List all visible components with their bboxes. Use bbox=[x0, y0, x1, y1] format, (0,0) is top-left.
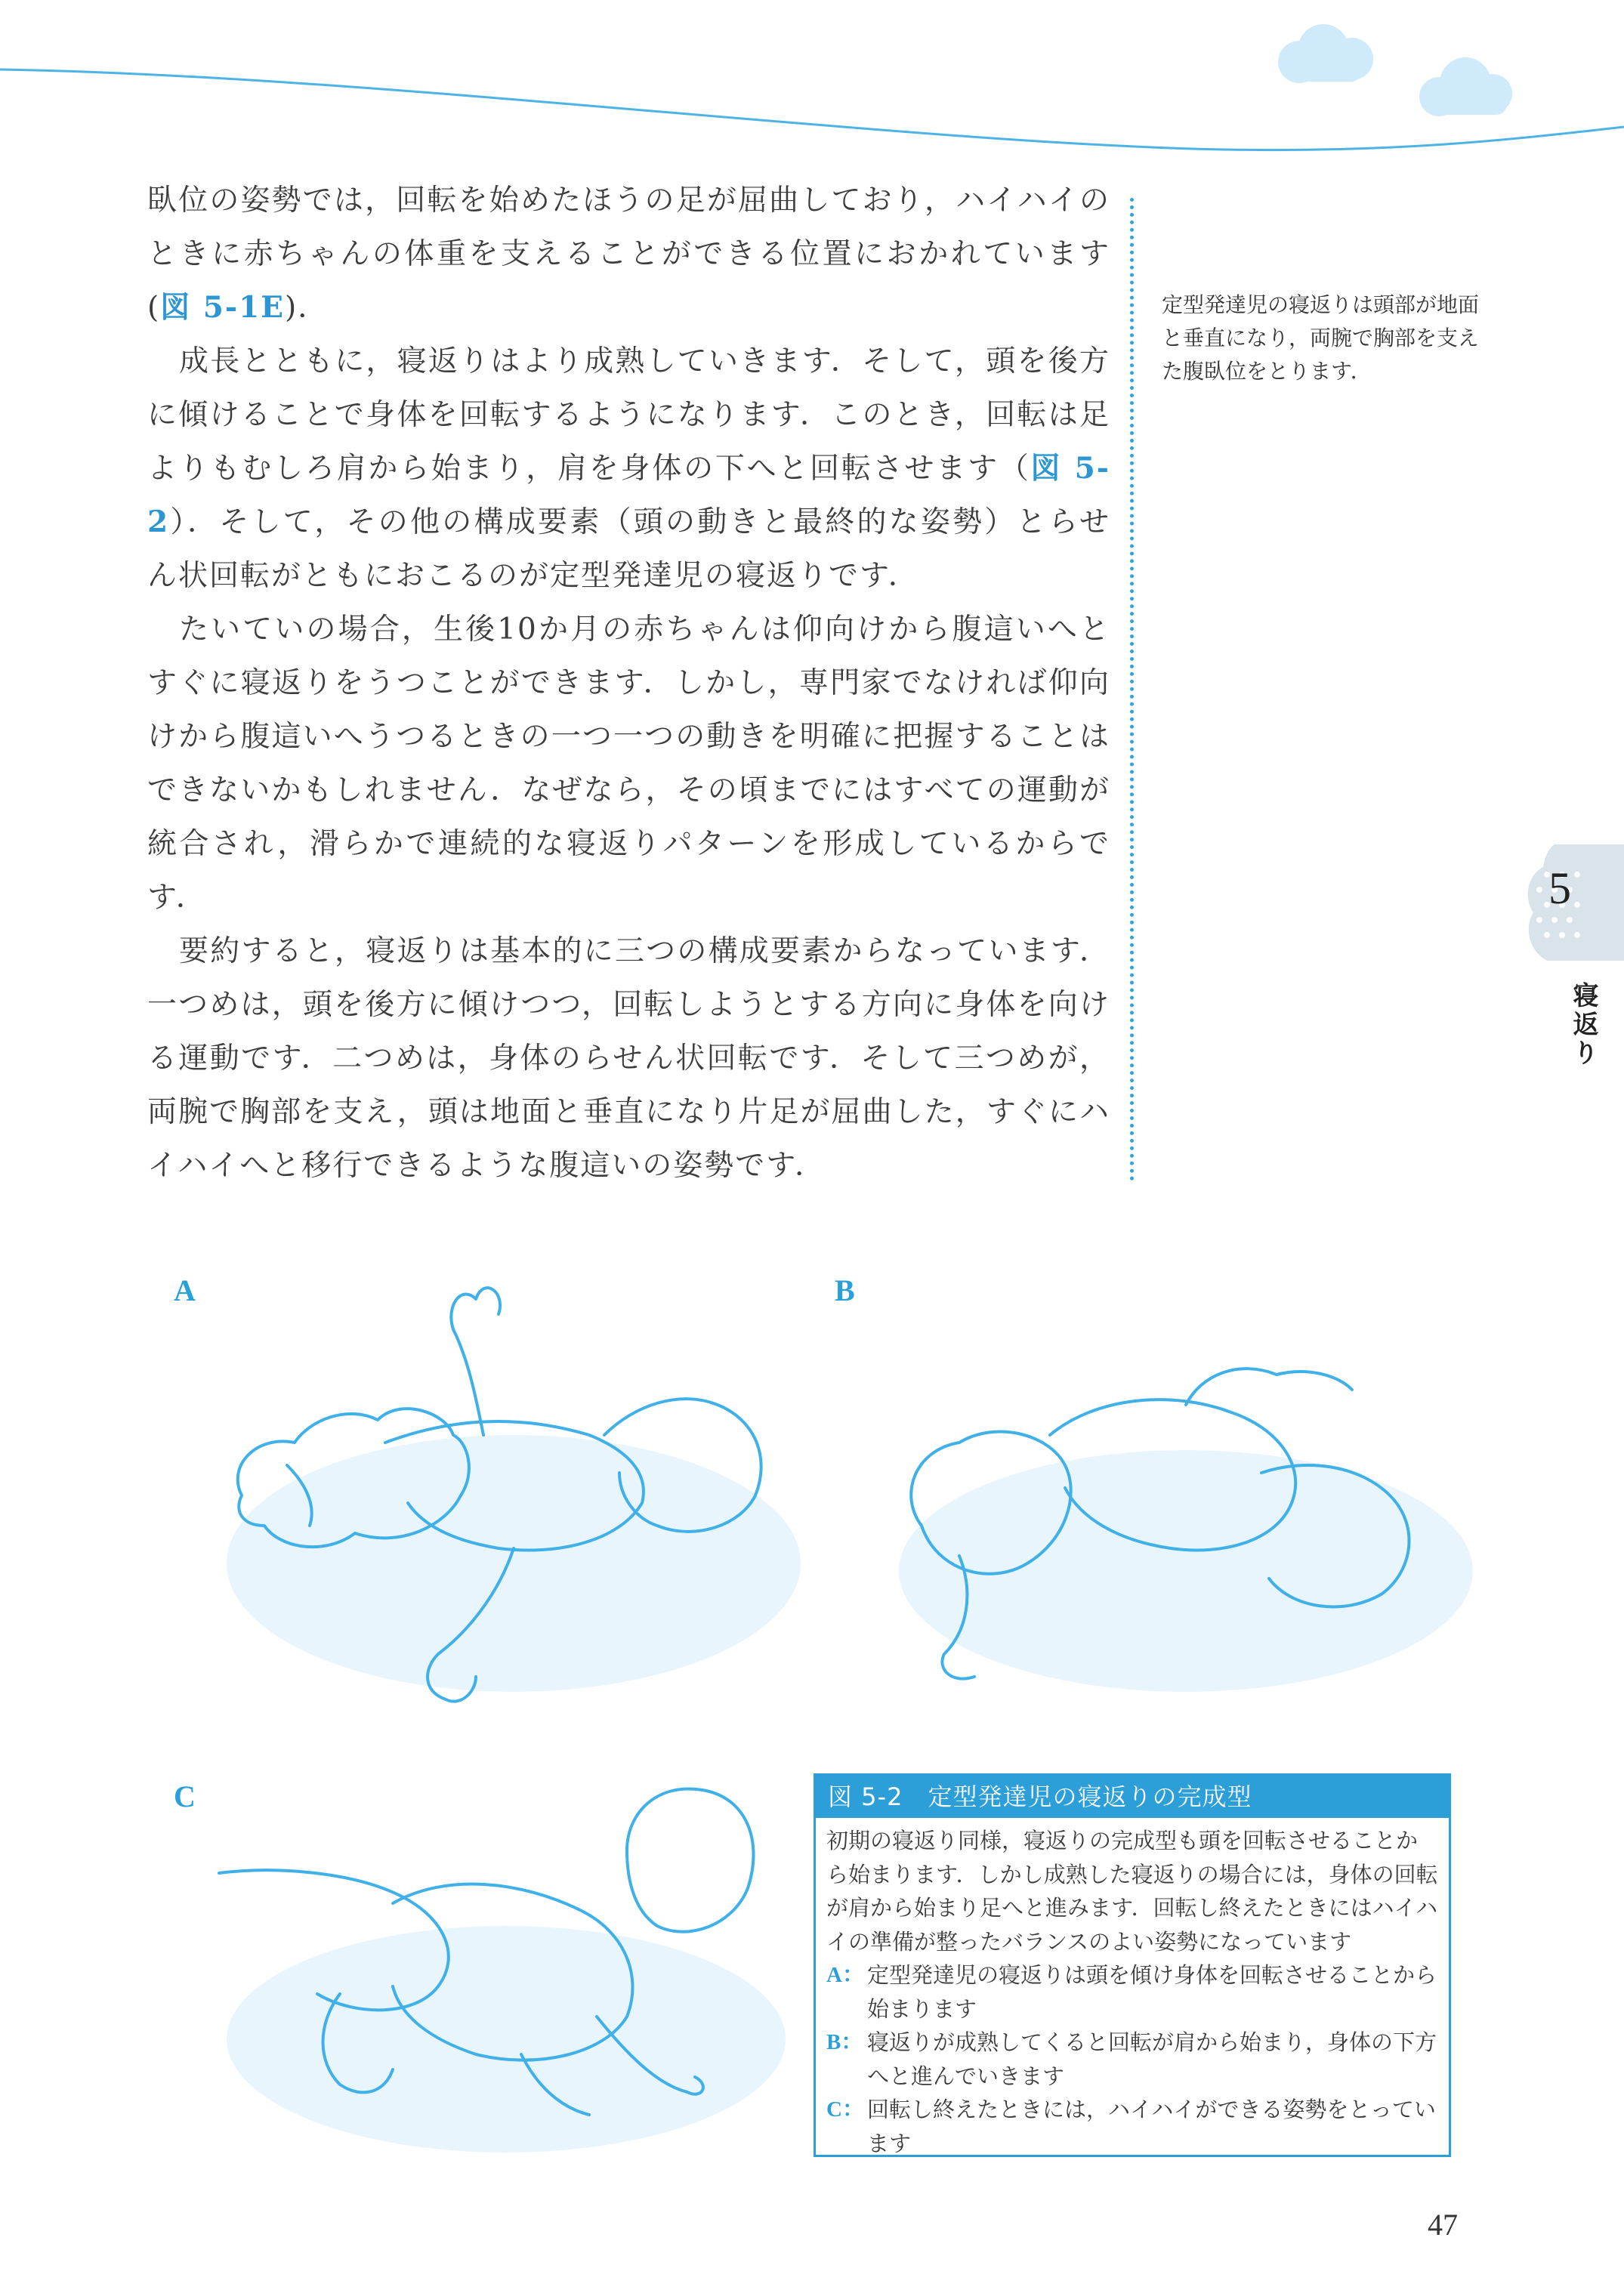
caption-item-text: 定型発達児の寝返りは頭を傾け身体を回転させることから始まります bbox=[867, 1962, 1437, 2022]
caption-item-text: 寝返りが成熟してくると回転が肩から始まり，身体の下方へと進んでいきます bbox=[867, 2029, 1437, 2089]
illustration-b-baby-rolling bbox=[869, 1329, 1488, 1722]
chapter-number: 5 bbox=[1548, 863, 1571, 913]
figure-caption-box bbox=[814, 1773, 1451, 2157]
figure-label-b: B bbox=[835, 1273, 855, 1307]
paragraph-2: 成長とともに，寝返りはより成熟していきます．そして，頭を後方に傾けることで身体を回転するようになります．このとき，回転は足よりもむしろ肩から始まり，肩を身体の下へと回転させます（ bbox=[147, 344, 1110, 486]
dotted-divider bbox=[1130, 198, 1134, 1181]
paragraph-1-end: )． bbox=[284, 291, 329, 325]
figure-caption-title: 図 5-2 定型発達児の寝返りの完成型 bbox=[816, 1776, 1449, 1818]
figure-ref-5-1e[interactable]: 図 5-1E bbox=[160, 290, 285, 325]
caption-item-text: 回転し終えたときには，ハイハイができる姿勢をとっています bbox=[867, 2097, 1436, 2156]
paragraph-2-end: ）．そして，その他の構成要素（頭の動きと最終的な姿勢）とらせん状回転がともにおこるのが定型発達児の寝返りです． bbox=[147, 505, 1110, 593]
page-number: 47 bbox=[1428, 2208, 1458, 2242]
caption-item-label: B： bbox=[826, 2030, 863, 2054]
caption-item-label: C： bbox=[826, 2097, 864, 2122]
figure-label-c: C bbox=[174, 1779, 196, 1813]
paragraph-1: 臥位の姿勢では，回転を始めたほうの足が屈曲しており，ハイハイのときに赤ちゃんの体重を支えることができる位置におかれています( bbox=[147, 184, 1110, 325]
illustration-c-baby-prone bbox=[204, 1767, 808, 2175]
figure-caption-intro: 初期の寝返り同様，寝返りの完成型も頭を回転させることから始まります．しかし成熟した寝返りの場合には，身体の回転が肩から始まり足へと進みます．回転し終えたときにはハイハイの準備が整ったバランスのよい姿勢になっています bbox=[826, 1828, 1438, 1955]
paragraph-4: 要約すると，寝返りは基本的に三つの構成要素からなっています．一つめは，頭を後方に傾けつつ，回転しようとする方向に身体を向ける運動です．二つめは，身体のらせん状回転です．そして三つめが，両腕で胸部を支え，頭は地面と垂直になり片足が屈曲した，すぐにハイハイへと移行できるような腹這いの姿勢です． bbox=[147, 934, 1110, 1183]
chapter-label: 寝返り bbox=[1568, 982, 1598, 1068]
caption-item-label: A： bbox=[826, 1963, 864, 1987]
cloud-icon bbox=[1278, 24, 1373, 83]
paragraph-3: たいていの場合，生後10か月の赤ちゃんは仰向けから腹這いへとすぐに寝返りをうつことができます．しかし，専門家でなければ仰向けから腹這いへうつるときの一つ一つの動きを明確に把握することはできないかもしれません．なぜなら，その頃までにはすべての運動が統合され，滑らかで連続的な寝返りパターンを形成しているからです． bbox=[147, 613, 1110, 915]
header-decoration bbox=[0, 0, 1624, 166]
caption-item-c bbox=[826, 2093, 1438, 2160]
illustration-a-baby-supine bbox=[196, 1276, 816, 1730]
figure-label-a: A bbox=[174, 1273, 196, 1307]
side-note: 定型発達児の寝返りは頭部が地面と垂直になり，両腕で胸部を支えた腹臥位をとります． bbox=[1162, 292, 1480, 384]
caption-item-b bbox=[826, 2026, 1438, 2093]
figure-ref-5-2[interactable]: 図 5-2 bbox=[147, 451, 1110, 539]
cloud-icon bbox=[1419, 57, 1512, 116]
caption-item-a bbox=[826, 1958, 1438, 2026]
chapter-tab-background bbox=[1524, 844, 1624, 961]
body-text bbox=[147, 174, 1110, 1193]
